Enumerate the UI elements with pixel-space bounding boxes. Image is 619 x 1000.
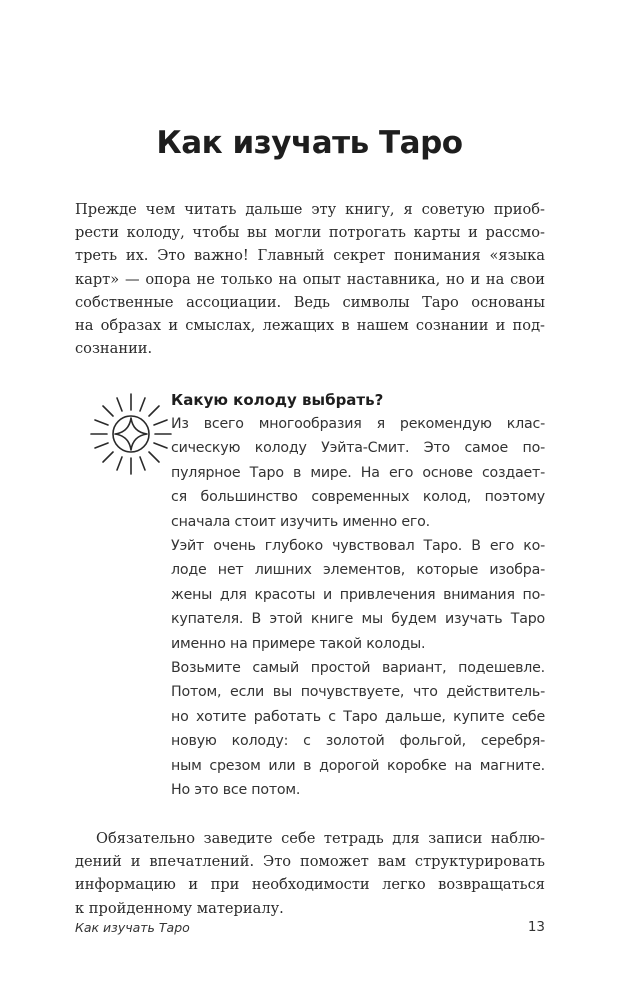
text-line: сознании.	[75, 340, 153, 358]
text-line: Обязательно заведите себе тетрадь для записи наблю-	[96, 830, 545, 847]
page-title: Как изучать Таро	[156, 124, 463, 161]
text-line: ным срезом или в дорогой коробке на магните.	[171, 757, 545, 774]
text-line: ся большинство современных колод, поэтому	[171, 489, 545, 506]
text-line: Из всего многообразия я рекомендую клас-	[171, 416, 545, 432]
sidebar-note	[171, 388, 545, 803]
text-line: новую колоду: с золотой фольгой, серебря-	[171, 733, 545, 750]
text-line: но хотите работать с Таро дальше, купите себе	[171, 708, 545, 725]
text-line: сическую колоду Уэйта-Смит. Это самое по-	[171, 440, 545, 457]
closing-paragraph	[75, 827, 545, 920]
text-line: пулярное Таро в мире. На его основе создает-	[171, 464, 545, 481]
text-line: к пройденному материалу.	[75, 899, 284, 917]
sun-star-icon	[87, 390, 175, 478]
text-line: именно на примере такой колоды.	[171, 635, 426, 652]
text-line: треть их. Это важно! Главный секрет понимания «языка	[75, 247, 545, 265]
text-line: Прежде чем читать дальше эту книгу, я советую приоб-	[75, 201, 545, 218]
text-line: информацию и при необходимости легко возвращаться	[75, 876, 545, 894]
running-title: Как изучать Таро	[75, 920, 190, 935]
text-line: купателя. В этой книге мы будем изучать Таро	[171, 611, 545, 628]
sidebar-heading: Какую колоду выбрать?	[171, 391, 384, 409]
text-line: карт» — опора не только на опыт наставника, но и на свои	[75, 270, 545, 288]
text-line: дений и впечатлений. Это поможет вам структурировать	[75, 853, 545, 871]
text-line: Возьмите самый простой вариант, подешевле.	[171, 660, 545, 677]
text-line: рести колоду, чтобы вы могли потрогать карты и рассмо-	[75, 224, 545, 242]
text-line: собственные ассоциации. Ведь символы Таро основаны	[75, 293, 545, 311]
text-line: Но это все потом.	[171, 782, 301, 799]
intro-paragraph	[75, 198, 545, 360]
text-line: Потом, если вы почувствуете, что действитель-	[171, 684, 545, 701]
text-line: жены для красоты и привлечения внимания по-	[171, 586, 545, 603]
text-line: Уэйт очень глубоко чувствовал Таро. В его ко-	[171, 538, 545, 555]
text-line: сначала стоит изучить именно его.	[171, 513, 430, 530]
page-number: 13	[527, 919, 545, 935]
text-line: лоде нет лишних элементов, которые изобра-	[171, 562, 545, 579]
text-line: на образах и смыслах, лежащих в нашем сознании и под-	[75, 317, 545, 335]
